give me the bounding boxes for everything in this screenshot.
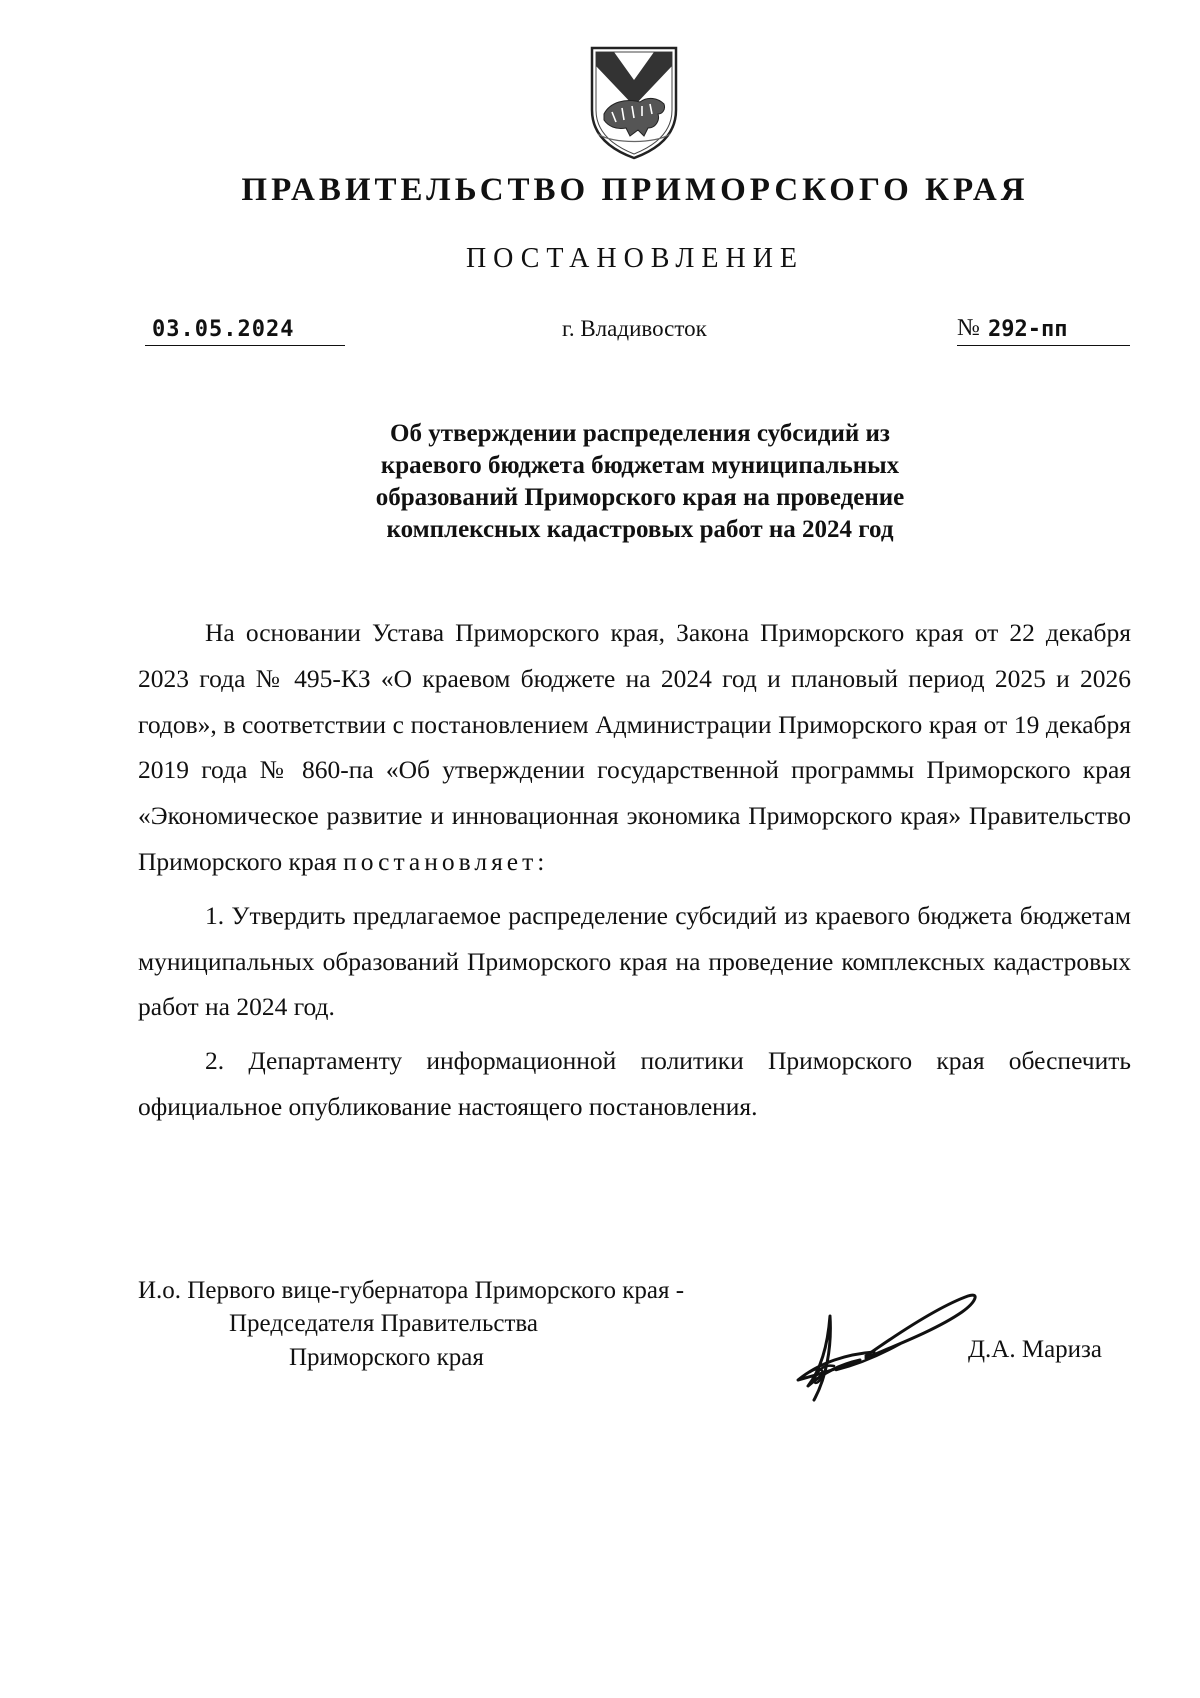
title-line: образований Приморского края на проведение [375,484,905,511]
handwritten-signature [770,1282,985,1407]
signature-icon [770,1282,985,1407]
document-title [240,418,1040,546]
tiger-shield-icon [586,44,682,162]
document-number: 292-пп [988,317,1068,342]
signer-name: Д.А. Мариза [968,1336,1103,1363]
resolves-word: постановляет: [343,846,549,876]
preamble-paragraph [138,610,1131,885]
preamble-text: На основании Устава Приморского края, Закона Приморского края от 22 декабря 2023 года № 495-КЗ «О краевом бюджете на 2024 год и плановый период 2025 и 2026 годов», в соответствии с постановлением Администрации Приморского края от 19 декабря 2019 года № 860-па «Об утверждении государственной программы Приморского края «Экономическое развитие и инновационная экономика Приморского края» Правительство Приморского края [138,618,1131,876]
coat-of-arms-emblem [586,44,682,162]
document-body [138,610,1131,1130]
title-line: комплексных кадастровых работ на 2024 год [386,516,894,543]
document-city: г. Владивосток [562,316,707,341]
title-line: Об утверждении распределения субсидий из [390,420,890,447]
title-line: краевого бюджета бюджетам муниципальных [380,452,900,479]
signatory-position-line: Приморского края [289,1344,484,1371]
signatory-position-line: Председателя Правительства [229,1310,538,1337]
government-name: ПРАВИТЕЛЬСТВО ПРИМОРСКОГО КРАЯ [241,172,1029,208]
clause-2: 2. Департаменту информационной политики Приморского края обеспечить официальное опубликование настоящего постановления. [138,1046,1131,1121]
number-label: № [957,315,980,341]
signatory-position-line: И.о. Первого вице-губернатора Приморского края - [138,1277,685,1304]
document-type: ПОСТАНОВЛЕНИЕ [465,243,805,274]
document-date: 03.05.2024 [152,317,295,342]
clause-1: 1. Утвердить предлагаемое распределение субсидий из краевого бюджета бюджетам муниципальных образований Приморского края на проведение комплексных кадастровых работ на 2024 год. [138,900,1131,1022]
